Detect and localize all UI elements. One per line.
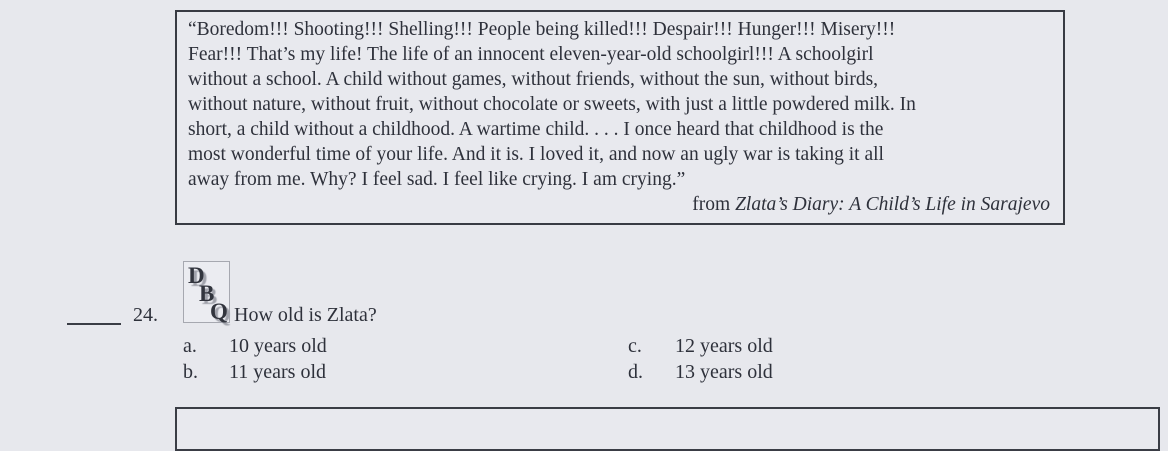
- option-c-letter: c.: [628, 335, 642, 357]
- dbq-letter-d: D: [188, 263, 205, 288]
- quote-line-1: “Boredom!!! Shooting!!! Shelling!!! People being killed!!! Despair!!! Hunger!!! Misery!!!: [188, 19, 896, 40]
- option-b-letter: b.: [183, 361, 198, 383]
- quote-line-3: without a school. A child without games, without friends, without the sun, without birds,: [188, 69, 879, 90]
- dbq-letter-q: Q: [210, 299, 228, 324]
- quote-line-5: short, a child without a childhood. A wartime child. . . . I once heard that childhood is the: [188, 119, 884, 140]
- option-c-text: 12 years old: [675, 335, 773, 357]
- option-d-letter: d.: [628, 361, 643, 383]
- dbq-letter-b: B: [199, 281, 215, 306]
- quote-line-4: without nature, without fruit, without chocolate or sweets, with just a little powdered milk. In: [188, 94, 916, 115]
- quote-line-2: Fear!!! That’s my life! The life of an innocent eleven-year-old schoolgirl!!! A schoolgirl: [188, 44, 874, 65]
- option-a-text: 10 years old: [229, 335, 327, 357]
- option-b-text: 11 years old: [229, 361, 327, 383]
- dbq-icon: [183, 261, 230, 323]
- quote-attribution: [188, 192, 1052, 217]
- quote-line-6: most wonderful time of your life. And it is. I loved it, and now an ugly war is taking it all: [188, 144, 884, 165]
- question-text: How old is Zlata?: [234, 304, 377, 326]
- option-a-letter: a.: [183, 335, 197, 357]
- quote-line-7: away from me. Why? I feel sad. I feel like crying. I am crying.”: [188, 169, 686, 190]
- question-number: 24.: [133, 304, 158, 326]
- next-passage-box: [175, 407, 1160, 451]
- attribution-book-title: Zlata’s Diary: A Child’s Life in Sarajevo: [735, 194, 1050, 215]
- attribution-prefix: from: [692, 194, 736, 215]
- quote-passage-box: [175, 10, 1065, 225]
- option-d-text: 13 years old: [675, 361, 773, 383]
- answer-blank-line: [67, 323, 121, 325]
